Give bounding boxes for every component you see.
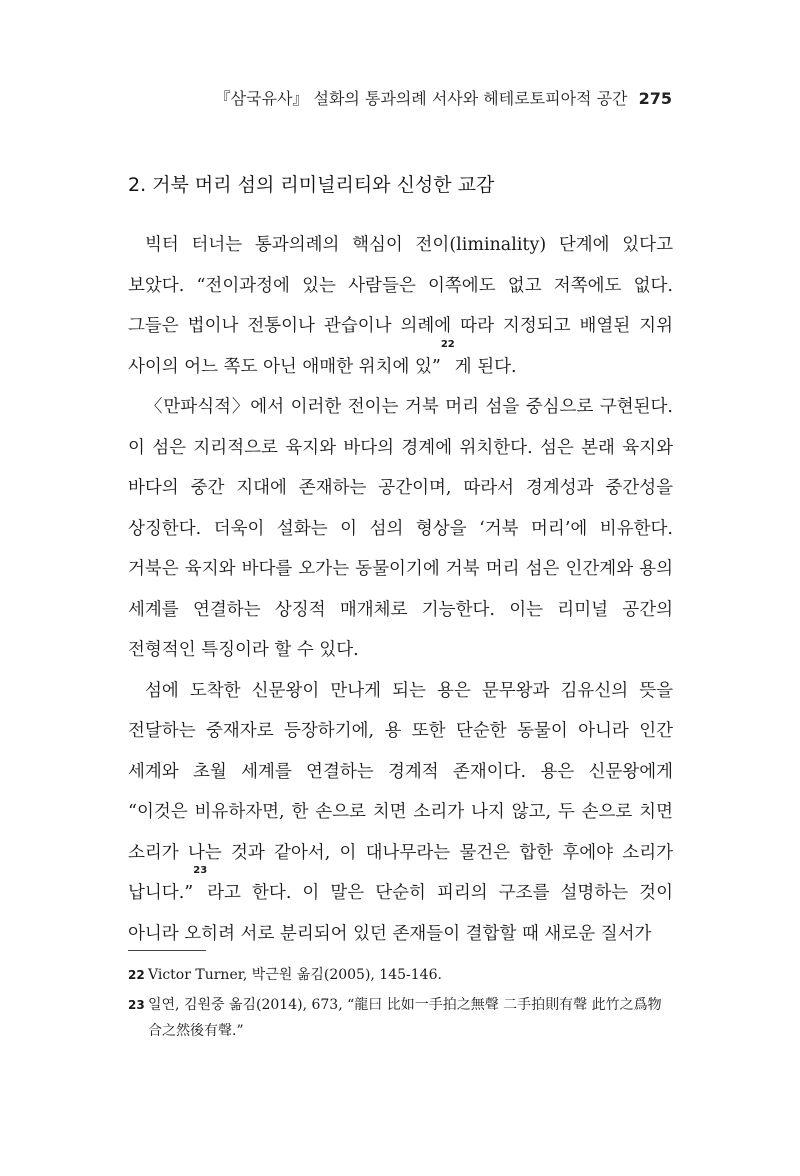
footnote-23 <box>128 992 673 1044</box>
paragraph-3-tail: 라고 한다. 이 말은 단순히 피리의 구조를 설명하는 것이 아니라 오히려 서로 분리되어 있던 존재들이 결합할 때 새로운 질서가 <box>128 883 673 944</box>
footnotes <box>128 962 673 1048</box>
footnote-number: 23 <box>128 998 145 1012</box>
page-number: 275 <box>638 89 672 108</box>
footnote-divider <box>128 950 206 951</box>
paragraph-3-text: 섬에 도착한 신문왕이 만나게 되는 용은 문무왕과 김유신의 뜻을 전달하는 중재자로 등장하기에, 용 또한 단순한 동물이 아니라 인간 세계와 초월 세계를 연결하는 경계적 존재이다. 용은 신문왕에게 “이것은 비유하자면, 한 손으로 치면 소리가 나지 않고, 두 손으로 치면 소리가 나는 것과 같아서, 이 대나무라는 물건은 합한 후에야 소리가 납니다.” <box>128 680 673 903</box>
running-title: 『삼국유사』 설화의 통과의례 서사와 헤테로토피아적 공간 <box>214 89 628 108</box>
running-header <box>215 86 672 109</box>
paragraph-1 <box>128 225 673 387</box>
footnote-number: 22 <box>128 968 145 982</box>
footnote-text: Victor Turner, 박근원 옮김(2005), 145-146. <box>148 967 442 983</box>
paragraph-1-text: 빅터 터너는 통과의례의 핵심이 전이(liminality) 단계에 있다고 보았다. “전이과정에 있는 사람들은 이쪽에도 없고 저쪽에도 없다. 그들은 법이나 전통이나 관습이나 의례에 따라 지정되고 배열된 지위 사이의 어느 쪽도 아닌 애매한 위치에 있” <box>128 235 673 377</box>
footnote-ref-23[interactable]: 23 <box>193 865 208 876</box>
paragraph-1-tail: 게 된다. <box>454 356 517 377</box>
footnote-22 <box>128 962 673 988</box>
footnote-ref-22[interactable]: 22 <box>440 338 455 350</box>
section-heading: 2. 거북 머리 섬의 리미널리티와 신성한 교감 <box>128 174 495 196</box>
body-text <box>128 225 673 954</box>
paragraph-3 <box>128 671 673 955</box>
paragraph-2: 〈만파식적〉에서 이러한 전이는 거북 머리 섬을 중심으로 구현된다. 이 섬은 지리적으로 육지와 바다의 경계에 위치한다. 섬은 본래 육지와 바다의 중간 지대에 존재하는 공간이며, 따라서 경계성과 중간성을 상징한다. 더욱이 설화는 이 섬의 형상을 ‘거북 머리’에 비유한다. 거북은 육지와 바다를 오가는 동물이기에 거북 머리 섬은 인간계와 용의 세계를 연결하는 상징적 매개체로 기능한다. 이는 리미널 공간의 전형적인 특징이라 할 수 있다. <box>128 397 673 660</box>
footnote-text: 일연, 김원중 옮김(2014), 673, “龍曰 比如一手拍之無聲 二手拍則有聲 此竹之爲物 合之然後有聲.” <box>148 997 662 1039</box>
